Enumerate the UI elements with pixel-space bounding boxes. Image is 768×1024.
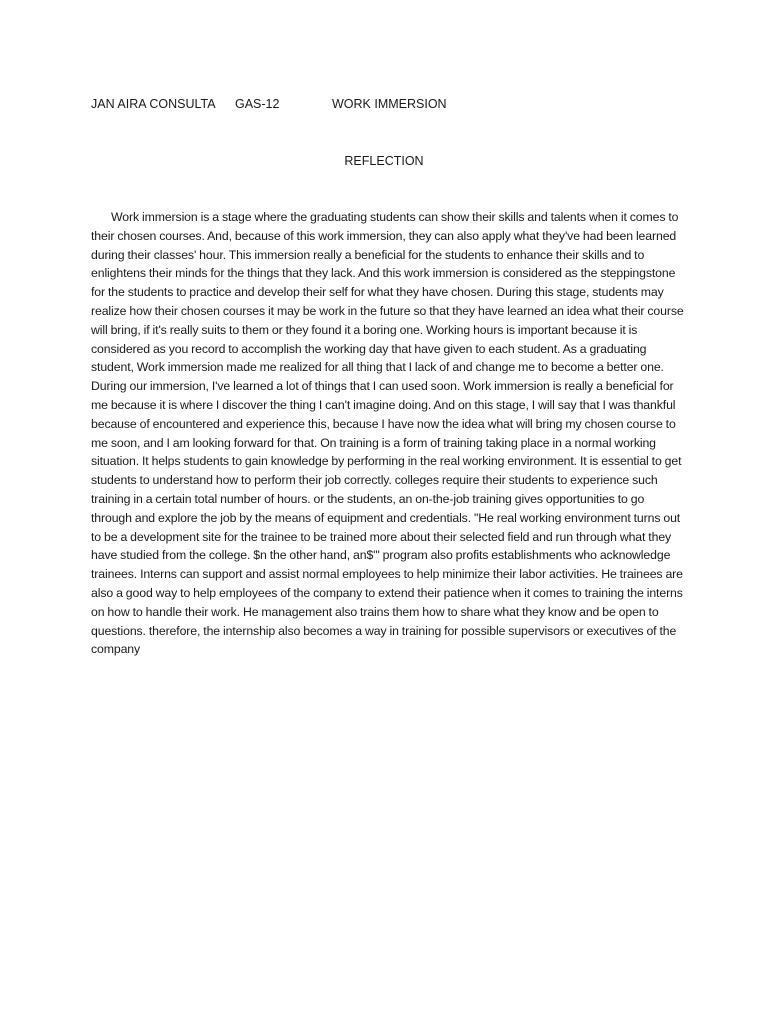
student-name: JAN AIRA CONSULTA — [91, 97, 216, 111]
subject-title: WORK IMMERSION — [332, 97, 447, 111]
document-title: REFLECTION — [344, 154, 424, 168]
document-title-row — [0, 152, 768, 170]
document-header — [91, 95, 691, 113]
student-section: GAS-12 — [235, 97, 280, 111]
reflection-paragraph: Work immersion is a stage where the graduating students can show their skills and talents when it comes to their chosen courses. And, because of this work immersion, they can also apply what they've had been learned during their classes' hour. This immersion really a beneficial for the students to enhance their skills and to enlightens their minds for the things that they lack. And this work immersion is considered as the steppingstone for the students to practice and develop their self for what they have chosen. During this stage, students may realize how their chosen courses it may be work in the future so that they have learned an idea what their course will bring, if it's really suits to them or they found it a boring one. Working hours is important because it is considered as you record to accomplish the working day that have given to each student. As a graduating student, Work immersion made me realized for all thing that I lack of and change me to become a better one. During our immersion, I've learned a lot of things that I can used soon. Work immersion is really a beneficial for me because it is where I discover the thing I can't imagine doing. And on this stage, I will say that I was thankful because of encountered and experience this, because I have now the idea what will bring my chosen course to me soon, and I am looking forward for that. On training is a form of training taking place in a normal working situation. It helps students to gain knowledge by performing in the real working environment. It is essential to get students to understand how to perform their job correctly. colleges require their students to experience such training in a certain total number of hours. or the students, an on-the-job training gives opportunities to go through and explore the job by the means of equipment and credentials. "He real working environment turns out to be a development site for the trainee to be trained more about their selected field and run through what they have studied from the college. $n the other hand, an$'" program also profits establishments who acknowledge trainees. Interns can support and assist normal employees to help minimize their labor activities. He trainees are also a good way to help employees of the company to extend their patience when it comes to training the interns on how to handle their work. He management also trains them how to share what they know and be open to questions. therefore, the internship also becomes a way in training for possible supervisors or executives of the company — [91, 210, 684, 657]
